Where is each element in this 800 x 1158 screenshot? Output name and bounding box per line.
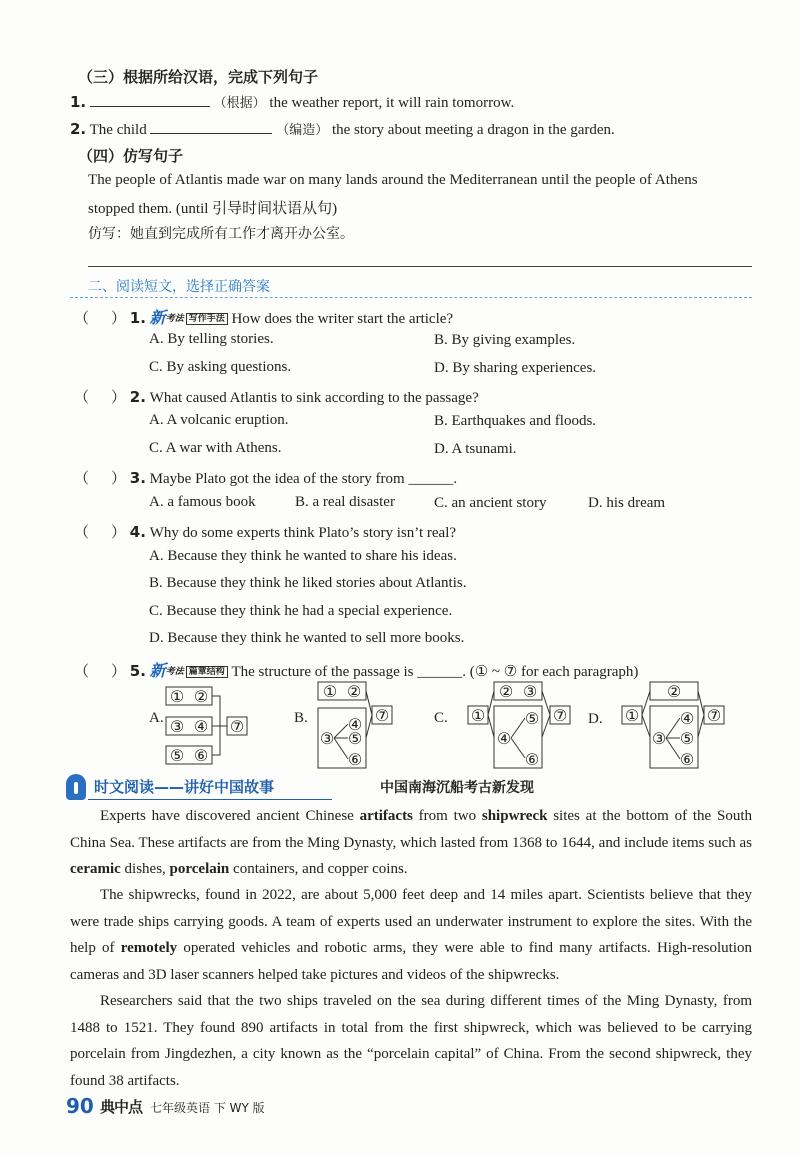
option-c[interactable]: C. Because they think he had a special experience.	[149, 603, 453, 619]
option-a[interactable]: A.	[149, 710, 164, 726]
option-b[interactable]: B. By giving examples.	[434, 332, 576, 348]
kaofa-tag: 考法	[165, 314, 184, 324]
circle-label: ①	[322, 682, 338, 701]
answer-paren[interactable]: （ ）	[74, 311, 127, 327]
option-b[interactable]: B. a real disaster	[295, 494, 395, 510]
vocab-word: remotely	[120, 940, 178, 956]
q-stem: Maybe Plato got the idea of the story from ______.	[149, 471, 458, 487]
link	[212, 726, 220, 755]
link	[366, 691, 372, 715]
hint: （根据）	[213, 96, 266, 111]
link	[488, 691, 494, 715]
circle-label: ⑤	[347, 729, 363, 748]
story-title: 中国南海沉船考古新发现	[380, 780, 534, 796]
circle-label: ②	[498, 682, 514, 701]
structure-diagram-c	[466, 680, 578, 770]
answer-paren[interactable]: （ ）	[74, 471, 127, 487]
circle-label: ⑤	[679, 729, 695, 748]
link	[642, 715, 650, 737]
story-paragraph-2: The shipwrecks, found in 2022, are about 5,000 feet deep and 14 miles apart. Scientists believe that they were trade ships carrying goods. A team of experts used an underwater instrument to explore the sites. With the help of remotely operated vehicles and robotic arms, they were able to find many artifacts. High-resolution cameras and 3D laser scanners helped take pictures and videos of the shipwrecks.	[70, 887, 752, 983]
option-d[interactable]: D. Because they think he wanted to sell more books.	[149, 630, 465, 646]
story-paragraph-3: Researchers said that the two ships traveled on the sea during different times of the Ming Dynasty, from 1488 to 1521. They found 890 artifacts in total from the first shipwreck, which was believed to be carrying porcelain from Jingdezhen, a city known as the “porcelain capital” of China. From the second shipwreck, they found 38 artifacts.	[70, 993, 752, 1089]
book-title: 七年级英语 下 WY 版	[150, 1101, 265, 1115]
q-number: 4.	[129, 523, 146, 541]
circle-label: ⑥	[524, 750, 540, 769]
circle-label: ⑦	[229, 717, 245, 736]
option-b[interactable]: B. Earthquakes and floods.	[434, 413, 597, 429]
circle-label: ③	[169, 717, 185, 736]
circle-label: ③	[319, 729, 335, 748]
link	[542, 715, 550, 737]
link	[666, 738, 680, 759]
page-number: 90	[66, 1094, 94, 1118]
circle-label: ②	[193, 687, 209, 706]
option-c[interactable]: C. A war with Athens.	[149, 440, 282, 456]
circle-label: ⑥	[347, 750, 363, 769]
link	[698, 691, 704, 715]
circle-label: ②	[346, 682, 362, 701]
story-paragraph-1: Experts have discovered ancient Chinese artifacts from two shipwreck sites at the bottom of the South China Sea. These artifacts are from the Ming Dynasty, which lasted from 1368 to 1644, and include items such as ceramic dishes, porcelain containers, and copper coins.	[70, 808, 752, 877]
answer-blank[interactable]	[150, 119, 272, 134]
part4-imitate: 仿写：她直到完成所有工作才离开办公室。	[88, 226, 354, 242]
option-c[interactable]: C. an ancient story	[434, 495, 547, 511]
option-a[interactable]: A. Because they think he wanted to share his ideas.	[149, 548, 457, 564]
answer-paren[interactable]: （ ）	[74, 390, 127, 406]
q5-row	[74, 658, 638, 681]
link	[666, 718, 680, 738]
q-stem: How does the writer start the article?	[231, 311, 454, 327]
answer-line[interactable]	[88, 266, 752, 267]
link	[511, 738, 525, 758]
part3-q2	[70, 119, 615, 139]
part4-heading: （四）仿写句子	[78, 147, 184, 165]
circle-label: ④	[496, 729, 512, 748]
new-tag: 新	[149, 308, 166, 327]
link	[642, 691, 650, 715]
structure-diagram-d	[620, 680, 728, 770]
hint: （编造）	[276, 123, 329, 138]
q-number: 3.	[129, 469, 146, 487]
q1-row	[74, 305, 453, 328]
type-tag: 写作手法	[186, 313, 228, 325]
option-d[interactable]: D. A tsunami.	[434, 441, 517, 457]
option-d[interactable]: D. his dream	[588, 495, 666, 511]
option-d[interactable]: D.	[588, 711, 603, 727]
circle-label: ⑥	[679, 750, 695, 769]
part3-q1	[70, 92, 514, 112]
brand-logo: 典中点	[100, 1098, 143, 1116]
circle-label: ③	[522, 682, 538, 701]
circle-label: ⑦	[374, 706, 390, 725]
divider	[70, 297, 752, 298]
q-stem: What caused Atlantis to sink according to the passage?	[149, 390, 479, 406]
answer-paren[interactable]: （ ）	[74, 525, 127, 541]
circle-label: ④	[679, 709, 695, 728]
q4-row	[74, 521, 456, 542]
reading-heading: 二、阅读短文，选择正确答案	[88, 279, 270, 295]
circle-label: ②	[666, 682, 682, 701]
circle-label: ③	[651, 729, 667, 748]
vocab-word: porcelain	[169, 861, 230, 877]
circle-label: ①	[169, 687, 185, 706]
link	[511, 718, 525, 738]
option-b[interactable]: B. Because they think he liked stories about Atlantis.	[149, 575, 467, 591]
sentence-rest: the story about meeting a dragon in the garden.	[331, 122, 615, 138]
answer-blank[interactable]	[90, 92, 210, 107]
new-tag: 新	[149, 661, 166, 680]
part4-line1: The people of Atlantis made war on many lands around the Mediterranean until the people of Athens	[88, 172, 698, 188]
option-b[interactable]: B.	[294, 710, 308, 726]
circle-label: ⑤	[524, 709, 540, 728]
link	[334, 724, 348, 738]
part4-line2: stopped them. (until 引导时间状语从句)	[88, 201, 338, 217]
circle-label: ⑥	[193, 746, 209, 765]
answer-paren[interactable]: （ ）	[74, 664, 127, 680]
q3-row	[74, 467, 457, 488]
structure-diagram-b	[316, 680, 396, 770]
q2-row	[74, 386, 479, 407]
banner-underline	[88, 799, 332, 800]
option-c[interactable]: C.	[434, 710, 448, 726]
circle-label: ④	[347, 715, 363, 734]
q-number: 5.	[129, 662, 146, 680]
sentence-pre: The child	[89, 122, 147, 138]
option-a[interactable]: A. a famous book	[149, 494, 256, 510]
q-number: 1.	[129, 309, 146, 327]
q-stem: Why do some experts think Plato’s story isn’t real?	[149, 525, 457, 541]
structure-diagram-a	[164, 684, 250, 768]
q-number: 2.	[129, 388, 146, 406]
type-tag: 篇章结构	[186, 666, 228, 678]
option-d[interactable]: D. By sharing experiences.	[434, 360, 597, 376]
circle-label: ①	[470, 706, 486, 725]
option-c[interactable]: C. By asking questions.	[149, 359, 292, 375]
circle-label: ⑤	[169, 746, 185, 765]
option-a[interactable]: A. By telling stories.	[149, 331, 274, 347]
link	[488, 715, 494, 737]
kaofa-tag: 考法	[165, 667, 184, 677]
vocab-word: artifacts	[359, 808, 413, 824]
circle-label: ⑦	[706, 706, 722, 725]
link	[366, 715, 372, 738]
link	[334, 738, 348, 759]
link	[698, 715, 704, 737]
q-number: 1.	[70, 93, 87, 111]
circle-label: ①	[624, 706, 640, 725]
story-banner: 时文阅读——讲好中国故事	[94, 778, 275, 796]
sentence-rest: the weather report, it will rain tomorrow.	[269, 95, 515, 111]
link	[212, 696, 227, 726]
circle-label: ④	[193, 717, 209, 736]
vocab-word: ceramic	[70, 861, 121, 877]
q-number: 2.	[70, 120, 87, 138]
banner-icon	[66, 774, 86, 800]
link	[542, 691, 550, 715]
circle-label: ⑦	[552, 706, 568, 725]
option-a[interactable]: A. A volcanic eruption.	[149, 412, 289, 428]
part3-heading: （三）根据所给汉语，完成下列句子	[78, 68, 319, 86]
q-stem: The structure of the passage is ______. (① ~ ⑦ for each paragraph)	[231, 664, 639, 680]
vocab-word: shipwreck	[481, 808, 548, 824]
